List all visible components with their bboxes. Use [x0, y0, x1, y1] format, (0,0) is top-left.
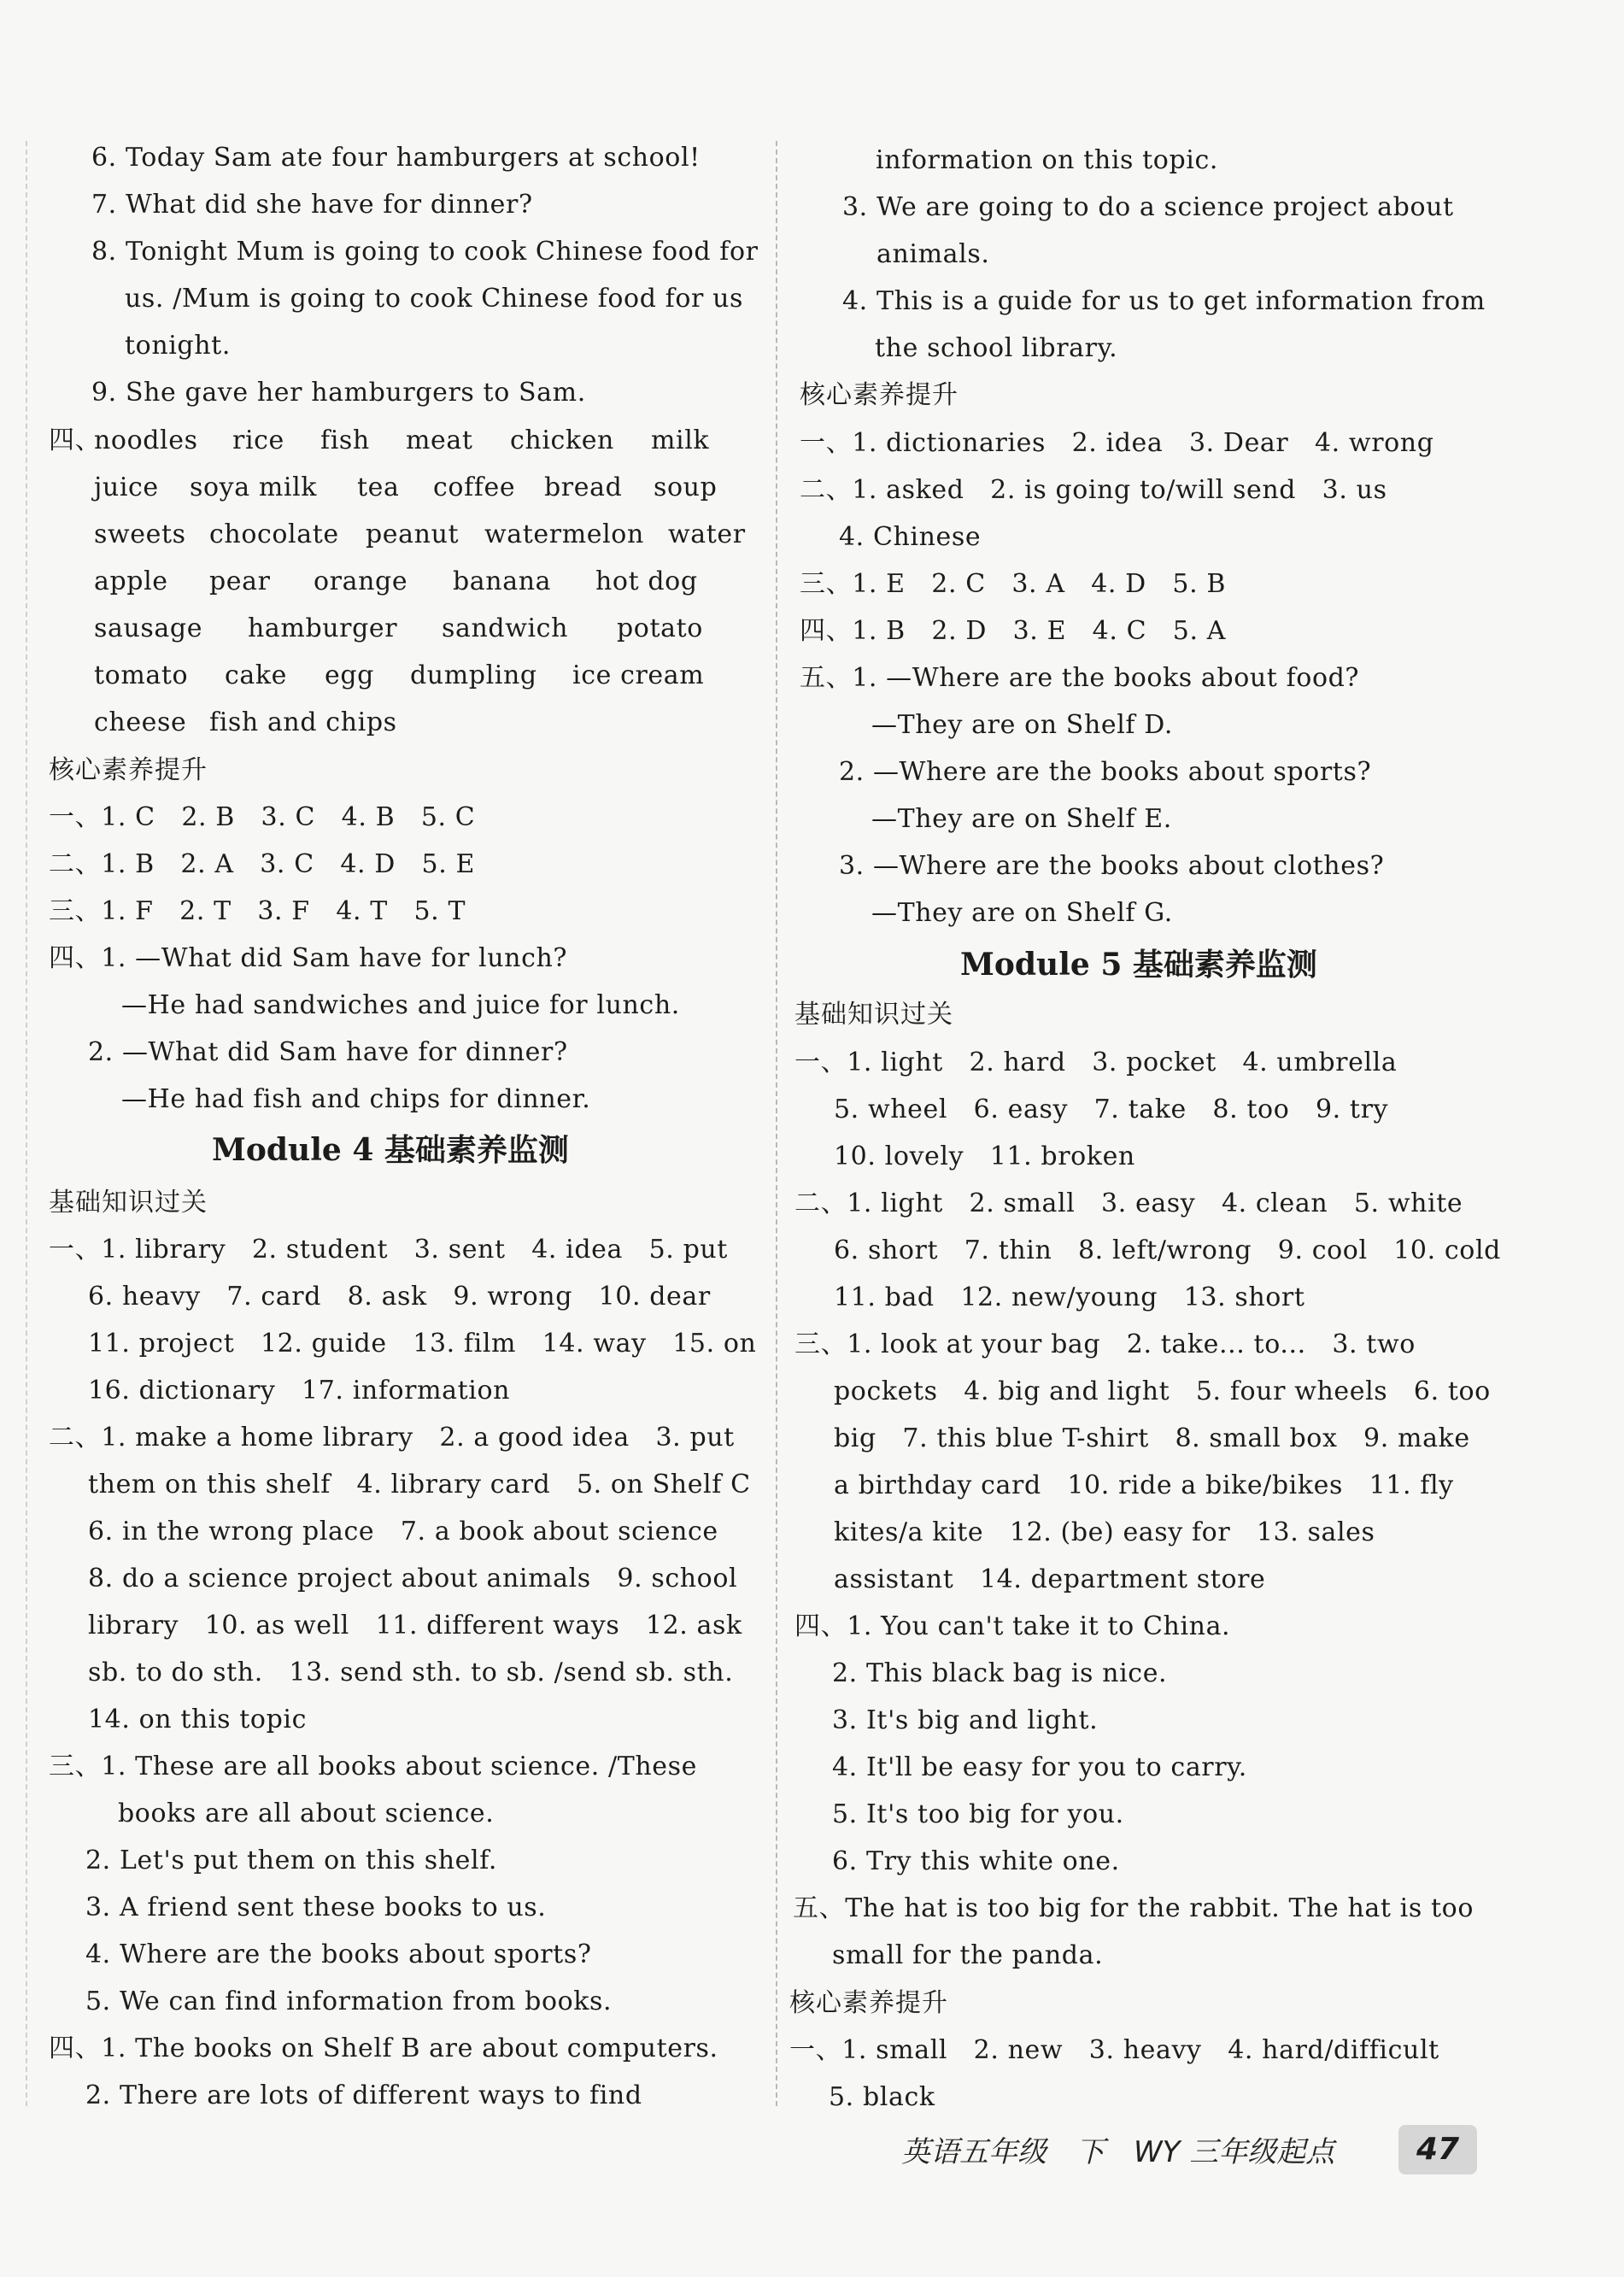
food-word: sandwich [442, 613, 569, 643]
answer-line: 二、1. asked 2. is going to/will send 3. us [800, 475, 1387, 505]
answer-line: 8. do a science project about animals 9. school [88, 1564, 738, 1593]
answer-line: 四、1. You can't take it to China. [794, 1611, 1231, 1641]
food-word: bread [544, 472, 623, 502]
answer-line: 11. project 12. guide 13. film 14. way 15. on [88, 1329, 757, 1359]
answer-line: 3. A friend sent these books to us. [85, 1893, 547, 1922]
answer-line: us. /Mum is going to cook Chinese food for us [125, 284, 744, 314]
answer-line: —He had fish and chips for dinner. [121, 1084, 591, 1114]
answer-line: a birthday card 10. ride a bike/bikes 11. fly [834, 1470, 1454, 1500]
answer-line: 5. We can find information from books. [85, 1987, 613, 2016]
left-margin-rule [26, 141, 27, 2106]
answer-line: 3. It's big and light. [832, 1705, 1099, 1735]
food-word: apple [94, 566, 168, 596]
food-word: hamburger [248, 613, 398, 643]
food-word: fish [320, 425, 370, 455]
answer-line: 4. Where are the books about sports? [85, 1940, 592, 1969]
food-word: noodles [94, 425, 198, 455]
answer-line: 2. —Where are the books about sports? [839, 757, 1372, 787]
food-word: sweets [94, 519, 186, 549]
answer-line: 三、1. These are all books about science. /These [49, 1752, 697, 1781]
answer-line: tonight. [125, 331, 231, 361]
answer-line: sb. to do sth. 13. send sth. to sb. /send sb. sth. [88, 1658, 734, 1687]
answer-line: 一、1. C 2. B 3. C 4. B 5. C [49, 802, 476, 832]
answer-line: them on this shelf 4. library card 5. on Shelf C [88, 1470, 751, 1499]
answer-line: library 10. as well 11. different ways 12. ask [88, 1611, 742, 1640]
food-word: meat [406, 425, 473, 455]
column-divider [776, 141, 777, 2106]
food-word: sausage [94, 613, 203, 643]
answer-line: 10. lovely 11. broken [834, 1141, 1135, 1171]
food-word: orange [314, 566, 408, 596]
food-word: juice [94, 472, 159, 502]
section-heading: 基础知识过关 [794, 1000, 953, 1030]
answer-line: 6. Today Sam ate four hamburgers at school! [91, 143, 701, 173]
food-word: chicken [510, 425, 614, 455]
answer-line: 3. —Where are the books about clothes? [839, 851, 1385, 881]
answer-line: 9. She gave her hamburgers to Sam. [91, 378, 586, 408]
section-label: 四、 [49, 425, 102, 455]
answer-line: 8. Tonight Mum is going to cook Chinese food for [91, 237, 759, 267]
food-word: tea [357, 472, 400, 502]
answer-line: 14. on this topic [88, 1705, 307, 1734]
answer-line: 6. Try this white one. [832, 1846, 1120, 1876]
answer-line: 三、1. look at your bag 2. take... to... 3. two [794, 1329, 1416, 1359]
food-word: rice [232, 425, 284, 455]
food-word: hot dog [595, 566, 698, 596]
food-word: soup [654, 472, 718, 502]
food-word: tomato [94, 660, 189, 690]
food-word: pear [209, 566, 271, 596]
food-word: banana [453, 566, 552, 596]
answer-line: 二、1. B 2. A 3. C 4. D 5. E [49, 849, 476, 879]
answer-line: —They are on Shelf E. [871, 804, 1172, 834]
answer-line: 2. —What did Sam have for dinner? [88, 1037, 568, 1067]
answer-line: 4. Chinese [839, 522, 982, 552]
section-heading: 核心素养提升 [49, 755, 208, 785]
answer-line: 一、1. light 2. hard 3. pocket 4. umbrella [794, 1048, 1398, 1077]
food-word: peanut [366, 519, 460, 549]
answer-line: 11. bad 12. new/young 13. short [834, 1282, 1305, 1312]
answer-line: 4. This is a guide for us to get information from [842, 286, 1486, 316]
answer-line: —He had sandwiches and juice for lunch. [121, 990, 680, 1020]
answer-line: 一、1. small 2. new 3. heavy 4. hard/difficult [789, 2035, 1439, 2065]
answer-line: 五、The hat is too big for the rabbit. The hat is too [793, 1893, 1474, 1923]
answer-line: 6. short 7. thin 8. left/wrong 9. cool 10. cold [834, 1235, 1501, 1265]
answer-line: 3. We are going to do a science project about [842, 192, 1454, 222]
answer-line: 三、1. E 2. C 3. A 4. D 5. B [800, 569, 1227, 599]
answer-line: 四、1. —What did Sam have for lunch? [49, 943, 568, 973]
answer-line: 五、1. —Where are the books about food? [800, 663, 1360, 693]
answer-line: small for the panda. [832, 1940, 1104, 1970]
answer-line: 一、1. library 2. student 3. sent 4. idea 5. put [49, 1235, 728, 1265]
answer-line: 4. It'll be easy for you to carry. [832, 1752, 1247, 1782]
section-heading: 基础知识过关 [49, 1188, 208, 1218]
answer-line: animals. [876, 239, 990, 269]
answer-line: 四、1. B 2. D 3. E 4. C 5. A [800, 616, 1227, 646]
answer-line: —They are on Shelf D. [871, 710, 1173, 740]
food-word: soya milk [190, 472, 318, 502]
answer-line: 5. It's too big for you. [832, 1799, 1124, 1829]
section-heading: 核心素养提升 [800, 380, 959, 410]
food-word: ice cream [572, 660, 705, 690]
food-word: egg [325, 660, 374, 690]
answer-line: big 7. this blue T-shirt 8. small box 9. make [834, 1423, 1470, 1453]
module-title: Module 5 基础素养监测 [960, 947, 1317, 983]
answer-line: 四、1. The books on Shelf B are about computers. [49, 2033, 718, 2063]
answer-line: 5. black [829, 2082, 935, 2112]
food-word: watermelon [484, 519, 644, 549]
answer-line: pockets 4. big and light 5. four wheels 6. too [834, 1376, 1491, 1406]
answer-line: 5. wheel 6. easy 7. take 8. too 9. try [834, 1094, 1389, 1124]
book-title-footer: 英语五年级 下 WY 三年级起点 [901, 2135, 1335, 2169]
answer-line: 二、1. light 2. small 3. easy 4. clean 5. white [794, 1188, 1463, 1218]
module-title: Module 4 基础素养监测 [212, 1132, 569, 1168]
answer-line: —They are on Shelf G. [871, 898, 1173, 928]
answer-line: 2. Let's put them on this shelf. [85, 1846, 497, 1875]
food-word: milk [651, 425, 710, 455]
answer-line: 二、1. make a home library 2. a good idea 3. put [49, 1423, 735, 1452]
answer-line: the school library. [875, 333, 1118, 363]
answer-line: assistant 14. department store [834, 1564, 1266, 1594]
food-word: chocolate [209, 519, 339, 549]
answer-line: 2. There are lots of different ways to find [85, 2080, 642, 2110]
answer-line: 16. dictionary 17. information [88, 1376, 511, 1406]
answer-line: information on this topic. [876, 145, 1219, 175]
food-word: dumpling [410, 660, 537, 690]
answer-line: 2. This black bag is nice. [832, 1658, 1168, 1688]
page-number: 47 [1398, 2125, 1477, 2174]
food-word: cake [225, 660, 288, 690]
answer-line: books are all about science. [118, 1799, 495, 1828]
food-word: fish and chips [209, 707, 397, 737]
answer-line: 一、1. dictionaries 2. idea 3. Dear 4. wrong [800, 428, 1434, 458]
answer-line: 6. heavy 7. card 8. ask 9. wrong 10. dear [88, 1282, 711, 1312]
answer-line: 7. What did she have for dinner? [91, 190, 533, 220]
food-word: coffee [433, 472, 516, 502]
answer-line: kites/a kite 12. (be) easy for 13. sales [834, 1517, 1375, 1547]
food-word: water [668, 519, 746, 549]
food-word: cheese [94, 707, 187, 737]
section-heading: 核心素养提升 [789, 1988, 948, 2018]
answer-line: 6. in the wrong place 7. a book about science [88, 1517, 718, 1546]
food-word: potato [617, 613, 703, 643]
answer-line: 三、1. F 2. T 3. F 4. T 5. T [49, 896, 466, 926]
